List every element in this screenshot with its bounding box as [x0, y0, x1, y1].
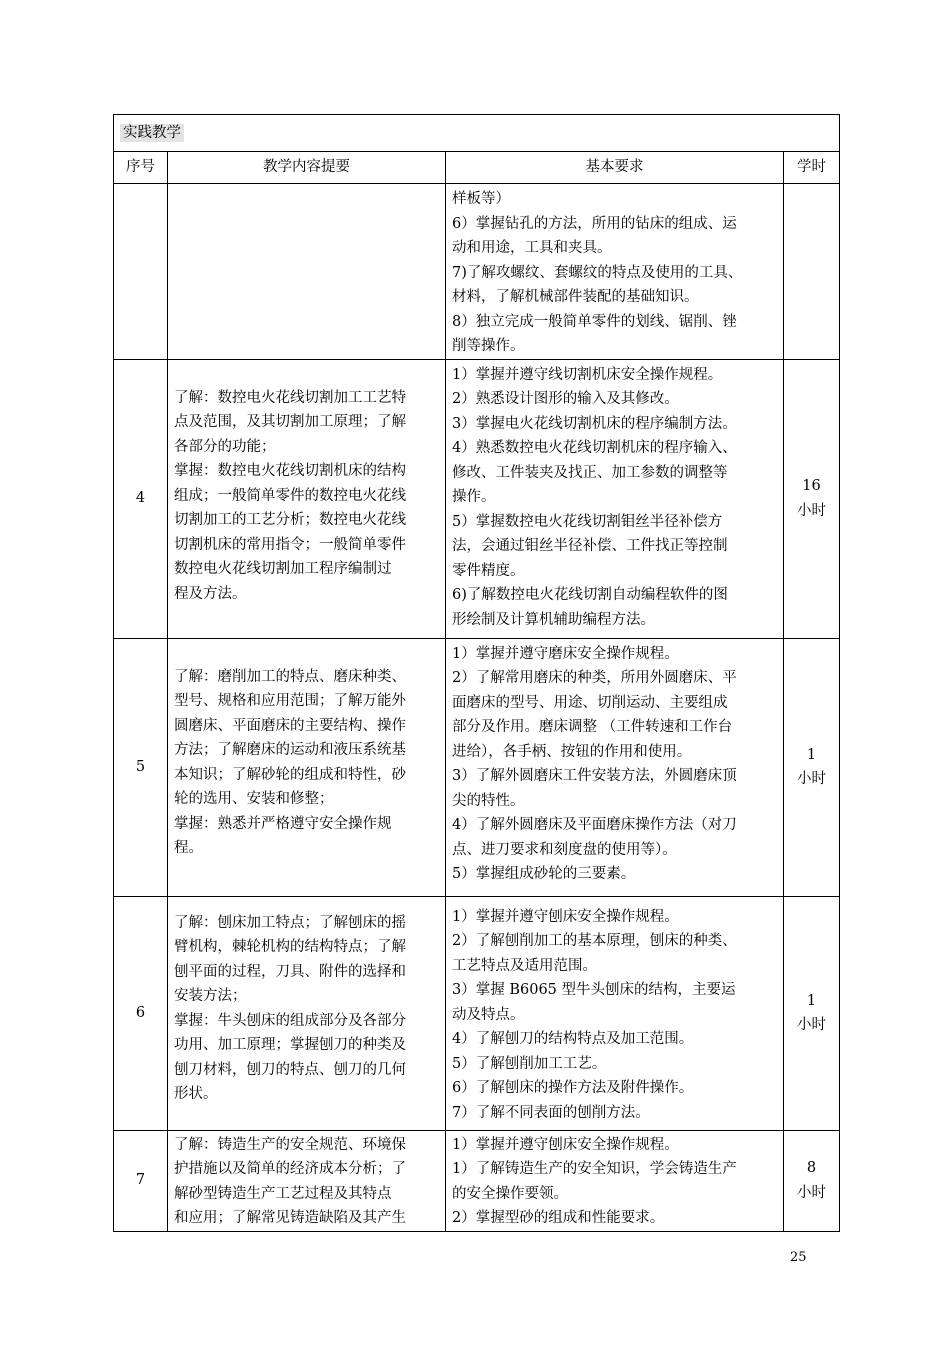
requirement-line: 尖的特性。 [452, 792, 525, 809]
requirement-line: 工艺特点及适用范围。 [452, 957, 597, 974]
content-line: 组成；一般简单零件的数控电火花线 [174, 487, 406, 504]
content-line: 轮的选用、安装和修整； [174, 791, 334, 807]
requirement-line: 6)了解数控电火花线切割自动编程软件的图 [452, 587, 728, 603]
content-line: 方法；了解磨床的运动和液压系统基 [174, 742, 406, 758]
curriculum-table-sheet [113, 114, 839, 1232]
requirement-line: 3）了解外圆磨床工件安装方法，外圆磨床顶 [452, 768, 737, 784]
requirement-line: 5）掌握数控电火花线切割钼丝半径补偿方 [452, 513, 723, 530]
requirement-line: 削等操作。 [452, 338, 525, 354]
hours-unit: 小时 [797, 502, 826, 519]
requirement-line: 4）了解外圆磨床及平面磨床操作方法（对刀 [452, 817, 737, 833]
requirement-line: 1）掌握并遵守线切割机床安全操作规程。 [452, 366, 723, 383]
requirement-line: 操作。 [452, 489, 496, 505]
row-number [114, 184, 168, 360]
content-line: 功用、加工原理；掌握刨刀的种类及 [174, 1037, 406, 1053]
row-content [168, 638, 446, 896]
hours-unit: 小时 [797, 771, 826, 787]
requirement-line: 4）了解刨刀的结构特点及加工范围。 [452, 1031, 694, 1047]
requirement-line: 1）掌握并遵守磨床安全操作规程。 [452, 645, 679, 662]
requirement-line: 样板等） [452, 191, 510, 207]
requirement-line: 3）掌握电火花线切割机床的程序编制方法。 [452, 415, 737, 432]
requirement-line: 2）掌握型砂的组成和性能要求。 [452, 1210, 665, 1226]
header-hours: 学时 [784, 152, 840, 184]
requirement-line: 1）了解铸造生产的安全知识，学会铸造生产 [452, 1161, 737, 1177]
content-line: 切割机床的常用指令；一般简单零件 [174, 536, 406, 553]
row-content [168, 896, 446, 1130]
requirement-line: 1）掌握并遵守刨床安全操作规程。 [452, 1136, 679, 1153]
table-row [114, 638, 840, 896]
requirement-line: 形绘制及计算机辅助编程方法。 [452, 611, 655, 628]
hours-value: 1 [806, 746, 817, 763]
content-line: 安装方法； [174, 988, 247, 1004]
row-content [168, 1130, 446, 1231]
row-hours [784, 359, 840, 638]
row-number: 4 [114, 359, 168, 638]
hours-value: 16 [802, 478, 821, 494]
content-line: 圆磨床、平面磨床的主要结构、操作 [174, 717, 406, 734]
requirement-line: 8）独立完成一般简单零件的划线、锯削、锉 [452, 313, 737, 330]
requirement-line: 进给），各手柄、按钮的作用和使用。 [452, 743, 692, 760]
content-line: 臂机构，棘轮机构的结构特点；了解 [174, 939, 406, 955]
table-header-row [114, 152, 840, 184]
hours-unit: 小时 [797, 1017, 826, 1033]
requirement-line: 2）了解常用磨床的种类，所用外圆磨床、平 [452, 670, 737, 686]
content-line: 了解：数控电火花线切割加工工艺特 [174, 389, 406, 406]
row-hours [784, 896, 840, 1130]
content-line: 护措施以及简单的经济成本分析；了 [174, 1161, 406, 1177]
row-number: 6 [114, 896, 168, 1130]
requirement-line: 面磨床的型号、用途、切削运动、主要组成 [452, 694, 728, 711]
requirement-line: 材料，了解机械部件装配的基础知识。 [452, 289, 699, 305]
requirement-line: 零件精度。 [452, 562, 525, 579]
requirement-line: 点、进刀要求和刻度盘的使用等）。 [452, 841, 677, 858]
row-hours [784, 1130, 840, 1231]
header-number: 序号 [114, 152, 168, 184]
row-requirements [446, 896, 784, 1130]
content-line: 掌握：牛头刨床的组成部分及各部分 [174, 1012, 406, 1029]
table-row [114, 184, 840, 360]
content-line: 掌握：数控电火花线切割机床的结构 [174, 463, 406, 479]
content-line: 型号、规格和应用范围；了解万能外 [174, 693, 406, 709]
table-row [114, 1130, 840, 1231]
content-line: 形状。 [174, 1086, 218, 1102]
content-line: 解砂型铸造生产工艺过程及其特点 [174, 1185, 392, 1202]
header-requirements: 基本要求 [446, 152, 784, 184]
section-title-cell [114, 115, 840, 152]
requirement-line: 4）熟悉数控电火花线切割机床的程序输入、 [452, 440, 737, 456]
content-line: 数控电火花线切割加工程序编制过 [174, 561, 392, 577]
section-title: 实践教学 [120, 124, 184, 142]
content-line: 点及范围，及其切割加工原理；了解 [174, 414, 406, 430]
requirement-line: 2）熟悉设计图形的输入及其修改。 [452, 391, 679, 407]
row-hours [784, 638, 840, 896]
practice-teaching-table [113, 114, 840, 1232]
content-line: 了解：刨床加工特点；了解刨床的摇 [174, 914, 406, 931]
content-line: 各部分的功能； [174, 438, 276, 455]
table-row [114, 896, 840, 1130]
requirement-line: 动及特点。 [452, 1006, 525, 1023]
requirement-line: 动和用途，工具和夹具。 [452, 240, 612, 256]
requirement-line: 1）掌握并遵守刨床安全操作规程。 [452, 908, 679, 925]
requirement-line: 2）了解刨削加工的基本原理，刨床的种类、 [452, 933, 737, 949]
row-requirements [446, 638, 784, 896]
row-number: 7 [114, 1130, 168, 1231]
requirement-line: 5）了解刨削加工工艺。 [452, 1055, 607, 1072]
requirement-line: 法，会通过钼丝半径补偿、工件找正等控制 [452, 538, 728, 554]
row-content [168, 359, 446, 638]
content-line: 切割加工的工艺分析；数控电火花线 [174, 512, 406, 528]
content-line: 程。 [174, 840, 203, 856]
content-line: 程及方法。 [174, 585, 247, 602]
table-row [114, 359, 840, 638]
hours-value: 1 [806, 992, 817, 1009]
requirement-line: 的安全操作要领。 [452, 1185, 568, 1202]
row-content [168, 184, 446, 360]
content-line: 和应用；了解常见铸造缺陷及其产生 [174, 1210, 406, 1226]
requirement-line: 7）了解不同表面的刨削方法。 [452, 1104, 650, 1121]
row-requirements [446, 184, 784, 360]
requirement-line: 5）掌握组成砂轮的三要素。 [452, 866, 636, 882]
page-number: 25 [790, 1250, 807, 1265]
content-line: 刨刀材料，刨刀的特点、刨刀的几何 [174, 1061, 406, 1078]
content-line: 了解：磨削加工的特点、磨床种类、 [174, 668, 406, 685]
hours-unit: 小时 [797, 1184, 826, 1201]
requirement-line: 修改、工件装夹及找正、加工参数的调整等 [452, 464, 728, 481]
requirement-line: 部分及作用。磨床调整 （工件转速和工作台 [452, 719, 733, 735]
content-line: 掌握：熟悉并严格遵守安全操作规 [174, 815, 392, 832]
requirement-line: 6）了解刨床的操作方法及附件操作。 [452, 1080, 694, 1096]
row-requirements [446, 1130, 784, 1231]
row-requirements [446, 359, 784, 638]
requirement-line: 6）掌握钻孔的方法，所用的钻床的组成、运 [452, 215, 737, 232]
content-line: 了解：铸造生产的安全规范、环境保 [174, 1136, 406, 1153]
hours-value: 8 [806, 1160, 817, 1176]
requirement-line: 3）掌握 B6065 型牛头刨床的结构，主要运 [452, 982, 736, 998]
requirement-line: 7)了解攻螺纹、套螺纹的特点及使用的工具、 [452, 264, 743, 281]
content-line: 刨平面的过程，刀具、附件的选择和 [174, 963, 406, 980]
row-hours [784, 184, 840, 360]
header-content: 教学内容提要 [168, 152, 446, 184]
content-line: 本知识；了解砂轮的组成和特性，砂 [174, 766, 406, 783]
row-number: 5 [114, 638, 168, 896]
